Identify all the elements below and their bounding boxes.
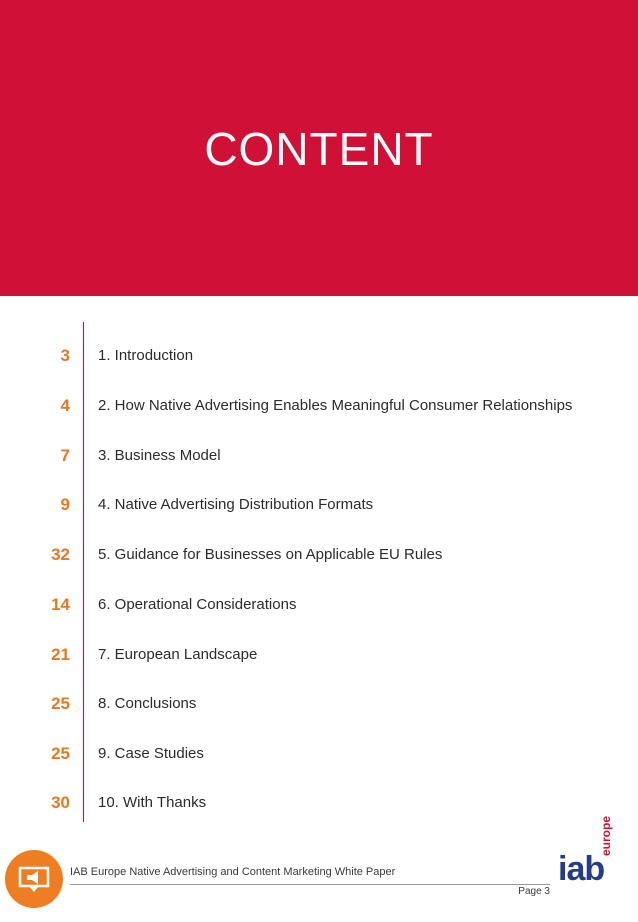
page-title: CONTENT: [204, 123, 434, 175]
toc-item[interactable]: [0, 590, 638, 620]
toc-item[interactable]: [0, 341, 638, 371]
toc-item[interactable]: [0, 788, 638, 818]
toc-item-title: 8. Conclusions: [98, 695, 197, 712]
iab-europe-logo: [558, 815, 638, 898]
header-banner: [0, 0, 638, 296]
logo-europe-text: europe: [599, 815, 613, 856]
toc-item[interactable]: [0, 640, 638, 670]
toc-page-number: 4: [60, 396, 70, 415]
toc-page-number: 21: [51, 645, 70, 664]
presentation-icon[interactable]: [5, 850, 63, 908]
document-title: IAB Europe Native Advertising and Content Marketing White Paper: [70, 866, 396, 878]
toc-item-title: 2. How Native Advertising Enables Meaningful Consumer Relationships: [98, 397, 573, 414]
toc-item[interactable]: [0, 689, 638, 719]
screen-megaphone-icon: [5, 850, 63, 908]
toc-item-title: 10. With Thanks: [98, 794, 207, 811]
toc-page-number: 7: [60, 446, 70, 465]
toc-item[interactable]: [0, 391, 638, 421]
page-number: Page 3: [518, 886, 550, 897]
table-of-contents: [0, 322, 638, 822]
toc-item[interactable]: [0, 441, 638, 471]
toc-page-number: 32: [51, 545, 70, 564]
toc-item-title: 1. Introduction: [98, 347, 194, 364]
toc-item[interactable]: [0, 540, 638, 570]
toc-item[interactable]: [0, 490, 638, 520]
toc-page-number: 9: [60, 495, 70, 514]
toc-page-number: 25: [51, 694, 70, 713]
toc-item-title: 4. Native Advertising Distribution Formats: [98, 496, 374, 513]
toc-page-number: 30: [51, 793, 70, 812]
toc-item-title: 6. Operational Considerations: [98, 596, 297, 613]
toc-item-title: 3. Business Model: [98, 447, 221, 464]
footer-divider: [70, 884, 550, 885]
toc-item[interactable]: [0, 739, 638, 769]
toc-page-number: 25: [51, 744, 70, 763]
toc-item-title: 7. European Landscape: [98, 646, 258, 663]
toc-page-number: 3: [60, 346, 70, 365]
toc-item-title: 9. Case Studies: [98, 745, 204, 762]
toc-item-title: 5. Guidance for Businesses on Applicable EU Rules: [98, 546, 443, 563]
logo-iab-text: iab: [558, 850, 605, 888]
toc-page-number: 14: [51, 595, 70, 614]
